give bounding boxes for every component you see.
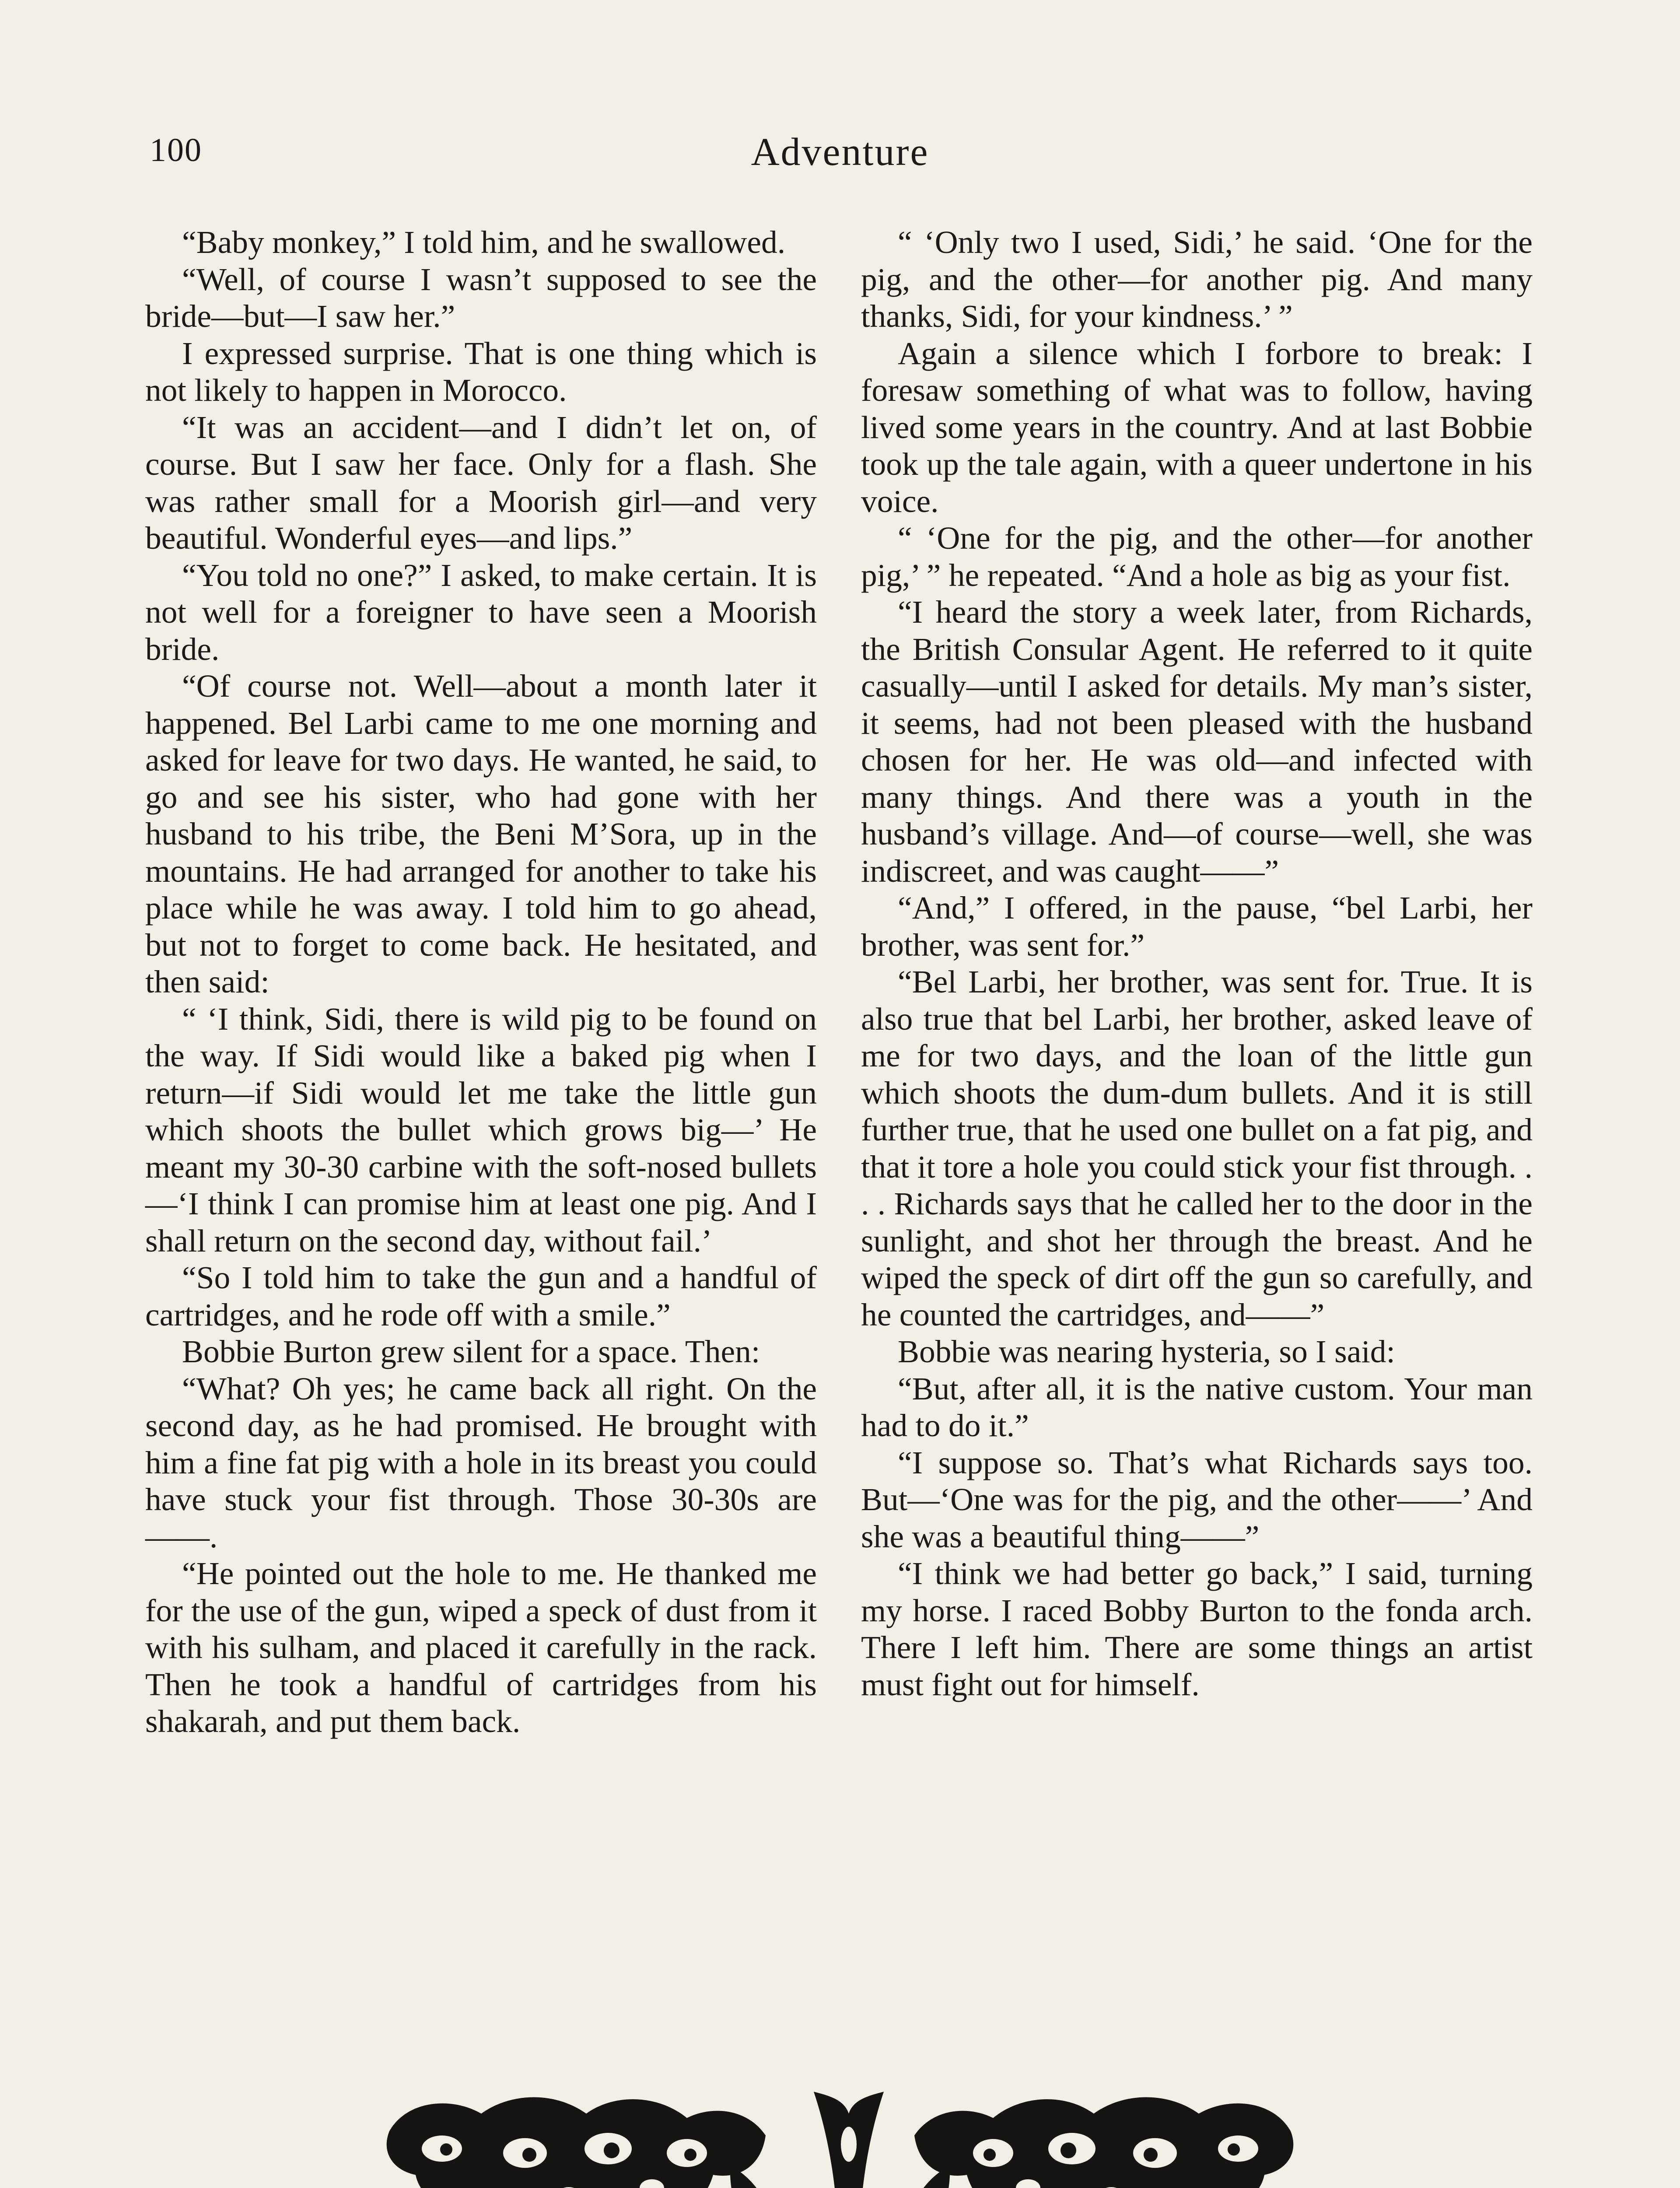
paragraph: “ ‘I think, Sidi, there is wild pig to be found on the way. If Sidi would like a baked pig when I return—if Sidi would let me take the little gun which shoots the bullet which grows big—’ He meant my 30-30 carbine with the soft-nosed bullets—‘I think I can promise him at least one pig. And I shall return on the second day, without fail.’ — [145, 1001, 817, 1259]
paragraph: “It was an accident—and I didn’t let on, of course. But I saw her face. Only for a flash. She was rather small for a Moorish girl—and very beautiful. Wonderful eyes—and lips.” — [145, 409, 817, 556]
paragraph: “And,” I offered, in the pause, “bel Larbi, her brother, was sent for.” — [861, 890, 1533, 963]
left-column — [145, 224, 817, 1740]
page-number: 100 — [150, 132, 202, 168]
paragraph: “ ‘Only two I used, Sidi,’ he said. ‘One for the pig, and the other—for another pig. And many thanks, Sidi, for your kindness.’ ” — [861, 224, 1533, 334]
paragraph: “ ‘One for the pig, and the other—for another pig,’ ” he repeated. “And a hole as big as your fist. — [861, 520, 1533, 593]
paragraph: “Of course not. Well—about a month later it happened. Bel Larbi came to me one morning and asked for leave for two days. He wanted, he said, to go and see his sister, who had gone with her husband to his tribe, the Beni M’Sora, up in the mountains. He had arranged for another to take his place while he was away. I told him to go ahead, but not to forget to come back. He hesitated, and then said: — [145, 668, 817, 999]
paragraph: “Bel Larbi, her brother, was sent for. True. It is also true that bel Larbi, her brother, asked leave of me for two days, and the loan of the little gun which shoots the dum-dum bullets. And it is still further true, that he used one bullet on a fat pig, and that it tore a hole you could stick your fist through. . . . Richards says that he called her to the door in the sunlight, and shot her through the breast. And he wiped the speck of dirt off the gun so carefully, and he counted the cartridges, and——” — [861, 964, 1533, 1332]
paragraph: “I suppose so. That’s what Richards says too. But—‘One was for the pig, and the other——’ And she was a beautiful thing——” — [861, 1445, 1533, 1554]
paragraph: “Baby monkey,” I told him, and he swallowed. — [182, 224, 786, 260]
paragraph: “He pointed out the hole to me. He thanked me for the use of the gun, wiped a speck of dust from it with his sulham, and placed it carefully in the rack. Then he took a handful of cartridges from his shakarah, and put them back. — [145, 1556, 817, 1739]
paragraph: I expressed surprise. That is one thing which is not likely to happen in Morocco. — [145, 335, 817, 408]
running-title: Adventure — [751, 130, 929, 174]
paragraph: “You told no one?” I asked, to make certain. It is not well for a foreigner to have seen a Moorish bride. — [145, 557, 817, 667]
paragraph: “Well, of course I wasn’t supposed to see the bride—but—I saw her.” — [145, 261, 817, 334]
paragraph: “But, after all, it is the native custom. Your man had to do it.” — [861, 1371, 1533, 1443]
paragraph: Bobbie was nearing hysteria, so I said: — [898, 1334, 1395, 1369]
paragraph: “I heard the story a week later, from Richards, the British Consular Agent. He referred to it quite casually—until I asked for details. My man’s sister, it seems, had not been pleased with the husband chosen for her. He was old—and infected with many things. And there was a youth in the husband’s village. And—of course—well, she was indiscreet, and was caught——” — [861, 594, 1533, 889]
paragraph: “What? Oh yes; he came back all right. On the second day, as he had promised. He brought with him a fine fat pig with a hole in its breast you could have stuck your fist through. Those 30-30s are ——. — [145, 1371, 817, 1554]
paragraph: “I think we had better go back,” I said, turning my horse. I raced Bobby Burton to the fonda arch. There I left him. There are some things an artist must fight out for himself. — [861, 1556, 1533, 1702]
paragraph: Again a silence which I forbore to break: I foresaw something of what was to follow, having lived some years in the country. And at last Bobbie took up the tale again, with a queer undertone in his voice. — [861, 335, 1533, 519]
right-column — [861, 224, 1533, 1703]
paragraph: “So I told him to take the gun and a handful of cartridges, and he rode off with a smile.” — [145, 1260, 817, 1332]
page-header — [144, 131, 1536, 179]
paragraph: Bobbie Burton grew silent for a space. Then: — [182, 1334, 760, 1369]
floral-tailpiece-ornament-icon — [381, 2065, 1299, 2188]
